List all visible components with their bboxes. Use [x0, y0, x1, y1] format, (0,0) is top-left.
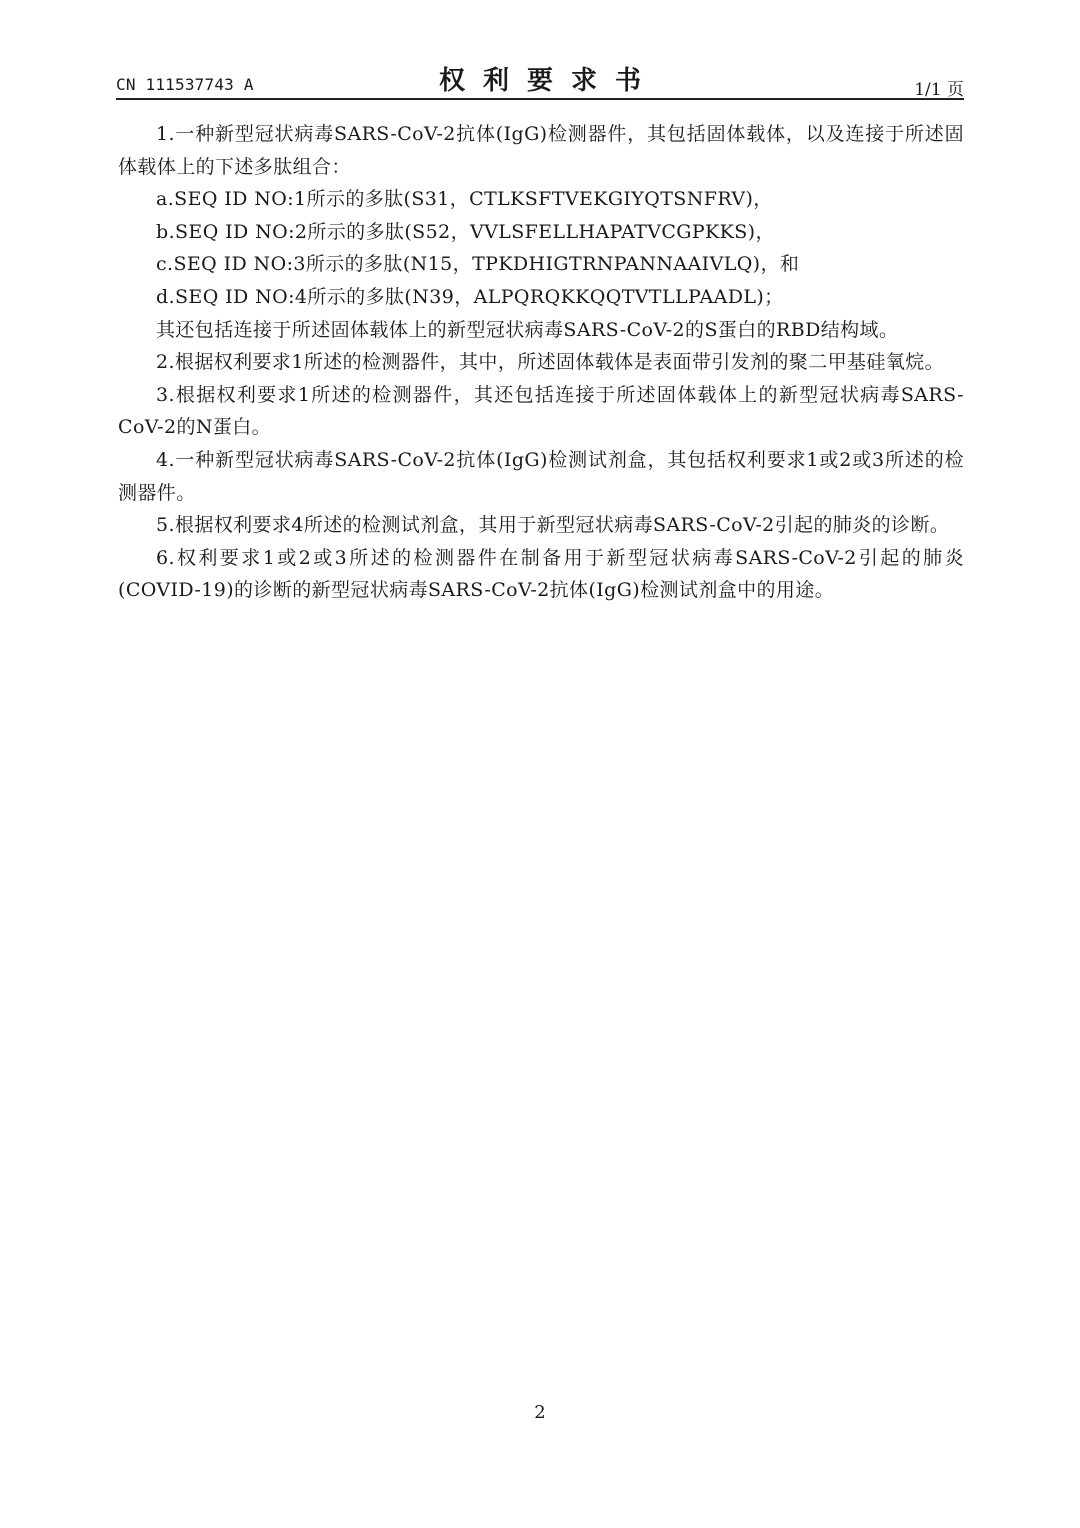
page-count: 1/1 页: [914, 80, 964, 100]
claim-5: 5.根据权利要求4所述的检测试剂盒，其用于新型冠状病毒SARS-CoV-2引起的肺炎的诊断。: [156, 514, 950, 537]
claim-3: 3.根据权利要求1所述的检测器件，其还包括连接于所述固体载体上的新型冠状病毒SARS-CoV-2的N蛋白。: [118, 383, 964, 439]
claim-6: 6.权利要求1或2或3所述的检测器件在制备用于新型冠状病毒SARS-CoV-2引起的肺炎(COVID-19)的诊断的新型冠状病毒SARS-CoV-2抗体(IgG)检测试剂盒中的用途。: [118, 546, 964, 602]
claim-1-item-c: c.SEQ ID NO:3所示的多肽(N15，TPKDHIGTRNPANNAAIVLQ)，和: [156, 253, 800, 276]
claim-1-rbd: 其还包括连接于所述固体载体上的新型冠状病毒SARS-CoV-2的S蛋白的RBD结构域。: [156, 318, 899, 341]
publication-number: CN 111537743 A: [116, 75, 254, 94]
header-divider: [116, 98, 964, 100]
claim-1-item-a: a.SEQ ID NO:1所示的多肽(S31，CTLKSFTVEKGIYQTSNFRV)，: [156, 188, 773, 211]
document-title: 权利要求书: [438, 66, 659, 96]
claim-1-item-b: b.SEQ ID NO:2所示的多肽(S52，VVLSFELLHAPATVCGPKKS)，: [156, 220, 775, 243]
claim-1-item-d: d.SEQ ID NO:4所示的多肽(N39，ALPQRQKKQQTVTLLPAADL)；: [156, 285, 784, 308]
claim-4: 4.一种新型冠状病毒SARS-CoV-2抗体(IgG)检测试剂盒，其包括权利要求1或2或3所述的检测器件。: [118, 448, 964, 504]
page-header: [116, 60, 964, 100]
claims-body: [118, 118, 964, 607]
page-number: 2: [534, 1402, 546, 1423]
claim-2: 2.根据权利要求1所述的检测器件，其中，所述固体载体是表面带引发剂的聚二甲基硅氧烷。: [156, 351, 945, 374]
claim-1: 1.一种新型冠状病毒SARS-CoV-2抗体(IgG)检测器件，其包括固体载体，以及连接于所述固体载体上的下述多肽组合：: [118, 123, 964, 178]
